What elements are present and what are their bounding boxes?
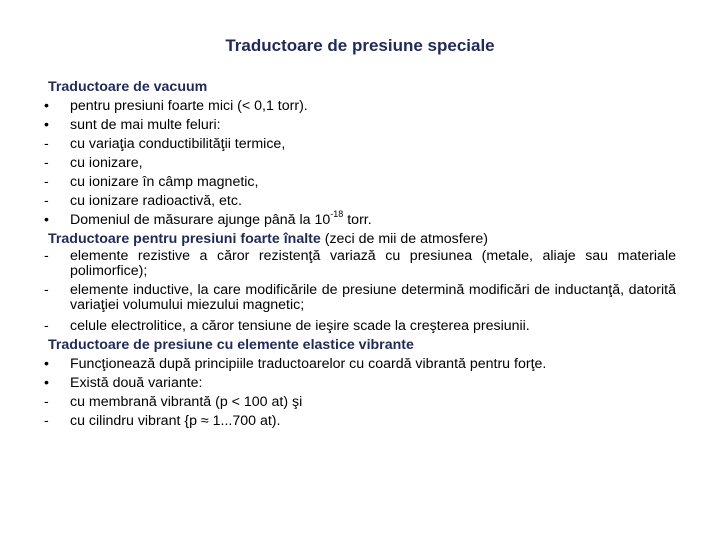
dash-marker: - — [44, 136, 49, 152]
list-item-text: Funcţionează după principiile traductoarelor cu coardă vibrantă pentru forţe. — [70, 356, 547, 372]
list-item — [44, 211, 676, 230]
list-item-text: cu variaţia conductibilităţii termice, — [70, 136, 286, 152]
list-item-text: cu cilindru vibrant {p ≈ 1...700 at). — [70, 413, 281, 429]
list-item — [44, 412, 676, 431]
list-item — [44, 135, 676, 154]
list-item — [44, 317, 676, 336]
list-item — [44, 154, 676, 173]
list-item-text: sunt de mai multe feluri: — [70, 117, 221, 133]
list-item-text: cu ionizare radioactivă, etc. — [70, 193, 242, 209]
list-item — [44, 374, 676, 393]
dash-marker: - — [44, 394, 49, 410]
dash-marker: - — [44, 282, 49, 298]
list-item-text: Domeniul de măsurare ajunge până la 10 — [70, 212, 331, 228]
list-item-text: Există două variante: — [70, 375, 203, 391]
slide-content — [44, 78, 676, 431]
list-item — [44, 355, 676, 374]
section-heading-high-pressure — [48, 230, 676, 249]
list-item — [44, 97, 676, 116]
dash-marker: - — [44, 248, 49, 264]
section-heading-vacuum: Traductoare de vacuum — [48, 79, 208, 95]
bullet-marker: • — [44, 98, 49, 114]
list-item — [44, 192, 676, 211]
heading-text: Traductoare pentru presiuni foarte înalte — [48, 231, 321, 247]
dash-marker: - — [44, 193, 49, 209]
list-item — [44, 173, 676, 192]
list-item-text: pentru presiuni foarte mici (< 0,1 torr). — [70, 98, 308, 114]
bullet-marker: • — [44, 375, 49, 391]
list-item-text: cu ionizare în câmp magnetic, — [70, 174, 259, 190]
exponent: -18 — [330, 209, 344, 220]
list-item-text: cu ionizare, — [70, 155, 143, 171]
dash-marker: - — [44, 155, 49, 171]
bullet-marker: • — [44, 117, 49, 133]
section-heading-vibrating: Traductoare de presiune cu elemente elastice vibrante — [48, 337, 414, 353]
slide-title: Traductoare de presiune speciale — [225, 36, 495, 55]
list-item-text: celule electrolitice, a căror tensiune de ieşire scade la creşterea presiunii. — [70, 318, 530, 334]
list-item-text: elemente rezistive a căror rezistenţă variază cu presiunea (metale, aliaje sau materiale polimorfice); — [70, 248, 676, 279]
list-item-text: cu membrană vibrantă (p < 100 at) şi — [70, 394, 303, 410]
bullet-marker: • — [44, 212, 49, 228]
list-item-text-end: torr. — [343, 212, 372, 228]
list-item-text: elemente inductive, la care modificările de presiune determină modificări de inductanţă, datorită variaţiei volumului miezului magnetic; — [70, 282, 676, 313]
list-item — [44, 283, 676, 313]
list-item — [44, 249, 676, 279]
dash-marker: - — [44, 318, 49, 334]
list-item — [44, 116, 676, 135]
dash-marker: - — [44, 413, 49, 429]
heading-note: (zeci de mii de atmosfere) — [320, 231, 488, 247]
dash-marker: - — [44, 174, 49, 190]
bullet-marker: • — [44, 356, 49, 372]
list-item — [44, 393, 676, 412]
